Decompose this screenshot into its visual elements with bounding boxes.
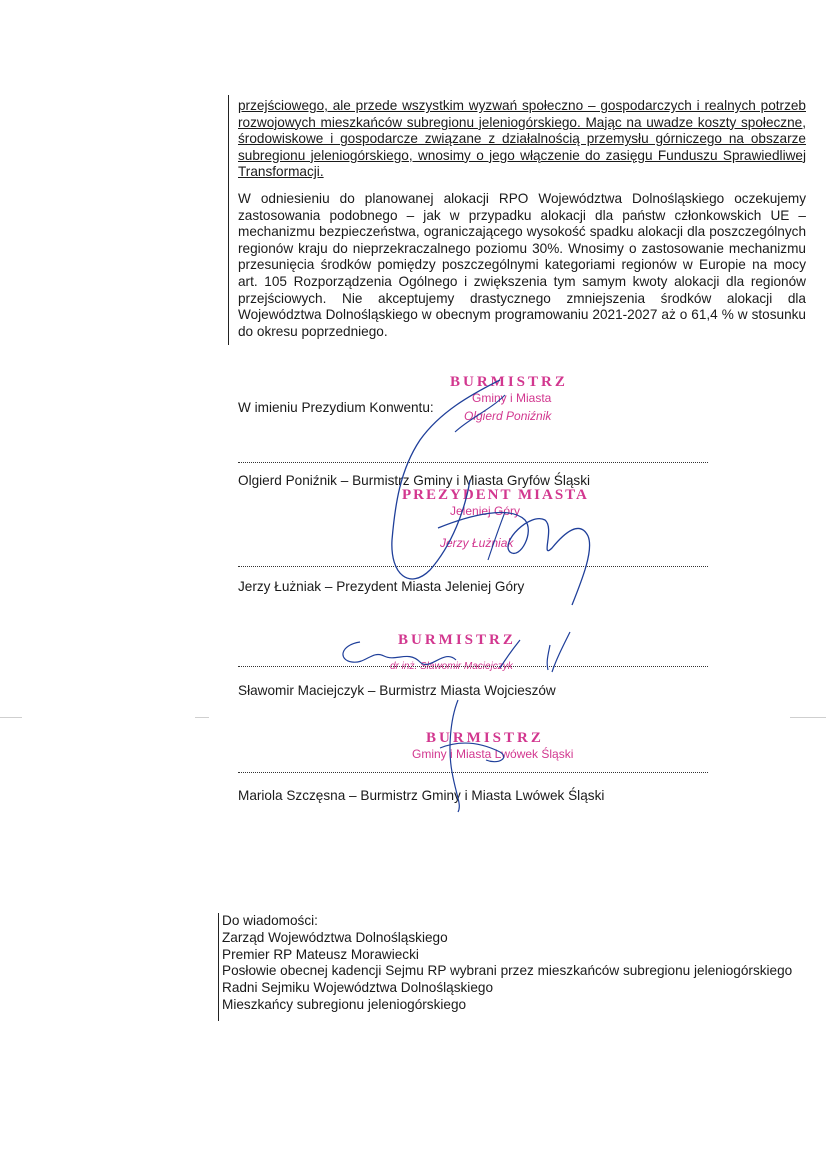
stamp-name: dr inż. Sławomir Maciejczyk — [390, 661, 513, 672]
distribution-list — [222, 913, 792, 1014]
stamp-title: PREZYDENT MIASTA — [402, 487, 589, 503]
signatory-1: Olgierd Poniźnik – Burmistrz Gminy i Miasta Gryfów Śląski — [238, 473, 591, 488]
distribution-item: Mieszkańcy subregionu jeleniogórskiego — [222, 996, 467, 1012]
signatory-3: Sławomir Maciejczyk – Burmistrz Miasta Wojcieszów — [238, 683, 556, 698]
stamp-lwowek — [412, 730, 573, 761]
on-behalf-label: W imieniu Prezydium Konwentu: — [238, 400, 434, 415]
fold-mark-left — [0, 717, 22, 718]
stamp-title: BURMISTRZ — [426, 730, 544, 746]
distribution-item: Radni Sejmiku Województwa Dolnośląskiego — [222, 980, 493, 996]
paragraph-1: przejściowego, ale przede wszystkim wyzwań społeczno – gospodarczych i realnych potrzeb rozwojowych mieszkańców subregionu jeleniogórskiego. Mając na uwadze koszty społeczne, środowiskowe i gospodarcze związane z działalnością przemysłu górniczego na obszarze subregionu jeleniogórskiego, wnosimy o jego włączenie do zasięgu Funduszu Sprawiedliwej Transformacji. — [238, 98, 806, 180]
fold-mark-left-2 — [195, 717, 209, 718]
stamp-title: BURMISTRZ — [398, 632, 516, 648]
fold-mark-right — [790, 717, 826, 718]
signature-line-3 — [238, 666, 708, 667]
signature-line-4 — [238, 772, 708, 773]
stamp-name: Olgierd Poniźnik — [464, 409, 552, 423]
signature-line-2 — [238, 566, 708, 567]
body-text — [238, 98, 806, 340]
stamp-subtitle: Jeleniej Góry — [450, 504, 521, 518]
stamp-title: BURMISTRZ — [450, 374, 568, 390]
stamp-subtitle: Gminy i Miasta Lwówek Śląski — [412, 747, 574, 761]
stamp-name: Jerzy Łużniak — [440, 536, 514, 550]
signatory-4: Mariola Szczęsna – Burmistrz Gminy i Miasta Lwówek Śląski — [238, 788, 605, 803]
signatory-2: Jerzy Łużniak – Prezydent Miasta Jeleniej Góry — [238, 579, 525, 594]
distribution-item: Premier RP Mateusz Morawiecki — [222, 946, 419, 962]
margin-rule-top — [228, 95, 229, 345]
distribution-item: Posłowie obecnej kadencji Sejmu RP wybrani przez mieszkańców subregionu jeleniogórskiego — [222, 963, 793, 979]
stamp-jelenia-gora — [402, 487, 589, 550]
distribution-heading: Do wiadomości: — [222, 913, 318, 928]
stamp-subtitle: Gminy i Miasta — [472, 391, 552, 405]
stamp-gryfow — [450, 374, 568, 423]
margin-rule-bottom — [218, 913, 219, 1021]
signature-line-1 — [238, 462, 708, 463]
paragraph-2: W odniesieniu do planowanej alokacji RPO Województwa Dolnośląskiego oczekujemy zastosowania podobnego – jak w przypadku alokacji dla państw członkowskich UE – mechanizmu bezpieczeństwa, ograniczającego wysokość spadku alokacji dla poszczególnych regionów kraju do nieprzekraczalnego poziomu 30%. Wnosimy o zastosowanie mechanizmu przesunięcia środków pomiędzy poszczególnymi kategoriami regionów w Europie na mocy art. 105 Rozporządzenia Ogólnego i zwiększenia tym samym kwoty alokacji dla regionów przejściowych. Nie akceptujemy drastycznego zmniejszenia środków alokacji dla Województwa Dolnośląskiego w obecnym programowaniu 2021-2027 aż o 61,4 % w stosunku do okresu poprzedniego. — [238, 190, 806, 339]
distribution-item: Zarząd Województwa Dolnośląskiego — [222, 929, 448, 945]
